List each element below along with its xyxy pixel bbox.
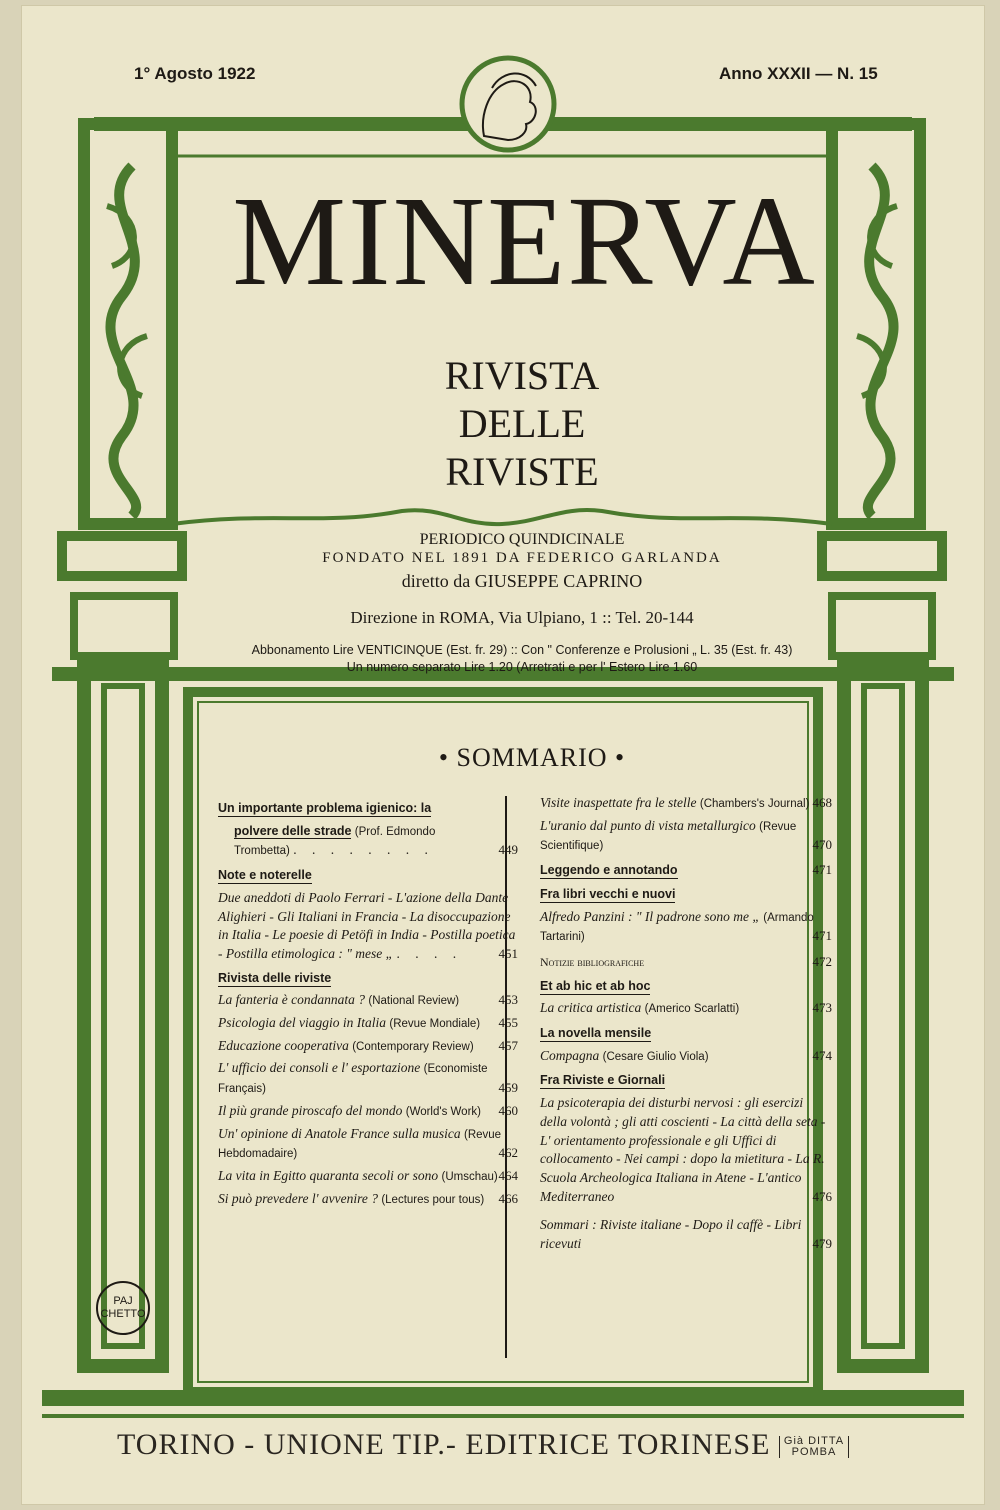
- section-title: Un importante problema igienico: la: [218, 801, 432, 815]
- section-leggendo: [540, 861, 832, 880]
- entry-source: (Contemporary Review): [352, 1040, 474, 1053]
- entry-title: Un' opinione di Anatole France sulla musica: [218, 1125, 461, 1141]
- entry-source: (National Review): [368, 995, 460, 1008]
- list-item: [218, 1167, 518, 1187]
- signature-line-2: CHETTO: [100, 1308, 146, 1320]
- page-number: 451: [498, 945, 518, 961]
- entry-source: (Umschau): [441, 1170, 498, 1183]
- entry-title: La critica artistica: [540, 1000, 642, 1016]
- masthead-title: MINERVA: [232, 170, 817, 312]
- entry-source: (Revue Mondiale): [389, 1018, 481, 1031]
- entry-title: Si può prevedere l' avvenire ?: [218, 1190, 378, 1206]
- entry-text: La psicoterapia dei disturbi nervosi : gli esercizi della volontà ; gli atti coscienti - La città della seta - L' orientamento professionale e gli Uffici di collocamento - Nei campi : dopo la mietitura - La R. Scuola Archeologica Italiana in Atene - L'antico Mediterraneo: [540, 1095, 826, 1204]
- page-number: 472: [812, 953, 832, 969]
- list-item: [540, 1216, 832, 1253]
- magazine-cover: [22, 6, 984, 1504]
- entry-source: (Lectures pour tous): [381, 1193, 485, 1206]
- page-number: 455: [498, 1015, 518, 1031]
- contents-left-column: [218, 794, 518, 1212]
- entry-title: L'uranio dal punto di vista metallurgico: [540, 817, 756, 833]
- entry-title: Visite inaspettate fra le stelle: [540, 795, 697, 810]
- section-title: Et ab hic et ab hoc: [540, 978, 651, 993]
- masthead-subtitle-1: RIVISTA: [444, 353, 600, 398]
- page-number: 474: [812, 1047, 832, 1063]
- section-title: Rivista delle riviste: [218, 970, 332, 985]
- page-number: 457: [498, 1037, 518, 1053]
- section-libri: [540, 885, 832, 904]
- entry-author-cont: Trombetta): [234, 845, 290, 858]
- issue-number: Anno XXXII — N. 15: [719, 64, 878, 83]
- issue-date: 1° Agosto 1922: [134, 64, 256, 83]
- section-note: [218, 866, 518, 885]
- entry-source: (Revue Hebdomadaire): [218, 1128, 502, 1161]
- entry-title: Compagna: [540, 1047, 600, 1063]
- page-number: 479: [812, 1236, 832, 1252]
- director-line: diretto da GIUSEPPE CAPRINO: [401, 571, 643, 591]
- acanthus-scroll-ornament-left: [84, 124, 172, 524]
- page-number: 464: [498, 1167, 518, 1183]
- list-item: [540, 999, 832, 1019]
- list-item: [218, 1014, 518, 1034]
- page-number: 473: [812, 1000, 832, 1016]
- contents-right-column: [540, 794, 832, 1257]
- page-number: 476: [812, 1188, 832, 1204]
- entry-source: (Revue Scientifique): [540, 820, 797, 853]
- entry-title: Il più grande piroscafo del mondo: [218, 1102, 403, 1118]
- page-number: 453: [498, 992, 518, 1008]
- page-number: 449: [498, 842, 518, 858]
- list-item: [540, 908, 832, 947]
- page-number: 460: [498, 1102, 518, 1118]
- list-item: [218, 1190, 518, 1210]
- address-line: Direzione in ROMA, Via Ulpiano, 1 :: Tel. 20-144: [350, 608, 694, 627]
- page-number: 468: [812, 795, 832, 810]
- publisher-name: TORINO - UNIONE TIP.- EDITRICE TORINESE: [117, 1428, 771, 1461]
- entry-source: (Cesare Giulio Viola): [602, 1050, 709, 1063]
- list-item: [540, 1047, 832, 1067]
- page-number: 470: [812, 837, 832, 853]
- entry-source: (Americo Scarlatti): [644, 1003, 740, 1016]
- page-number: 471: [812, 928, 832, 944]
- masthead-subtitle-3: RIVISTE: [445, 449, 599, 494]
- section-title: Notizie bibliografiche: [540, 954, 645, 969]
- entry-title: La fanteria è condannata ?: [218, 992, 365, 1008]
- artist-signature: [96, 1281, 150, 1335]
- sommario-title: SOMMARIO: [456, 743, 608, 772]
- section-igienico: [218, 799, 518, 818]
- entry-source: (Armando Tartarini): [540, 911, 814, 944]
- list-item: [218, 1125, 518, 1164]
- section-title: Leggendo e annotando: [540, 863, 678, 878]
- gia-ditta: Già DITTA: [783, 1435, 845, 1448]
- section-title: Note e noterelle: [218, 868, 312, 883]
- list-item: [540, 794, 832, 814]
- entry-title: L' ufficio dei consoli e l' esportazione: [218, 1060, 421, 1076]
- entry-author: (Prof. Edmondo: [354, 825, 436, 838]
- page-number: 462: [498, 1145, 518, 1161]
- list-item: Due aneddoti di Paolo Ferrari - L'azione della Dante Alighieri - Gli Italiani in Francia - La disoccupazione in Italia - Le poesie di Petöfi in India - Postilla poetica - Postilla etimologica : " mese „ . . . . 451: [218, 889, 518, 964]
- periodic-line: PERIODICO QUINDICINALE: [419, 531, 625, 548]
- list-item: [540, 1094, 832, 1206]
- section-giornali: [540, 1071, 832, 1090]
- section-title: La novella mensile: [540, 1026, 652, 1041]
- minerva-head-medallion-icon: [462, 58, 554, 150]
- entry-title: Educazione cooperativa: [218, 1037, 349, 1053]
- entry-title: Psicologia del viaggio in Italia: [218, 1015, 386, 1031]
- page-number: 466: [498, 1190, 518, 1206]
- list-item: [218, 991, 518, 1011]
- entry-title: La vita in Egitto quaranta secoli or sono: [218, 1167, 439, 1183]
- list-item: [218, 1102, 518, 1122]
- entry-title: Alfredo Panzini : " Il padrone sono me „: [540, 908, 760, 924]
- publisher-former-name: [779, 1436, 849, 1458]
- list-item: [218, 1059, 518, 1098]
- entry-source: (World's Work): [405, 1105, 481, 1118]
- masthead-subtitle-2: DELLE: [458, 401, 586, 446]
- section-notizie: [540, 953, 832, 972]
- page-number: 471: [812, 862, 832, 878]
- sommario-heading: • SOMMARIO •: [438, 743, 626, 772]
- section-title: Fra libri vecchi e nuovi: [540, 886, 676, 901]
- section-title-cont: polvere delle strade: [234, 823, 352, 838]
- subscription-line: Abbonamento Lire VENTICINQUE (Est. fr. 29) :: Con " Conferenze e Prolusioni „ L. 35 (Est. fr. 43): [251, 643, 793, 657]
- single-issue-line: Un numero separato Lire 1.20 (Arretrati e per l' Estero Lire 1.60: [346, 660, 698, 674]
- section-novella: [540, 1024, 832, 1043]
- list-item: [218, 1037, 518, 1057]
- entry-text: Sommari : Riviste italiane - Dopo il caffè - Libri ricevuti: [540, 1217, 802, 1252]
- section-rivista: [218, 969, 518, 988]
- signature-line-1: PAJ: [113, 1295, 133, 1307]
- founded-line: FONDATO NEL 1891 DA FEDERICO GARLANDA: [322, 550, 722, 566]
- entry-text: Due aneddoti di Paolo Ferrari - L'azione della Dante Alighieri - Gli Italiani in Francia - La disoccupazione in Italia - Le poesie di Petöfi in India - Postilla poetica - Postilla etimologica : " mese „: [218, 889, 516, 961]
- entry-source: (Chambers's Journal): [699, 798, 810, 810]
- section-abhic: [540, 977, 832, 996]
- pomba: POMBA: [791, 1446, 837, 1459]
- section-title: Fra Riviste e Giornali: [540, 1073, 666, 1088]
- publisher-footer: [117, 1428, 977, 1462]
- page-number: 459: [498, 1080, 518, 1096]
- list-item: [540, 817, 832, 856]
- list-item: polvere delle strade (Prof. Edmondo Trombetta) . . . . . . . . 449: [218, 822, 518, 861]
- entry-source: (Economiste Français): [218, 1063, 488, 1096]
